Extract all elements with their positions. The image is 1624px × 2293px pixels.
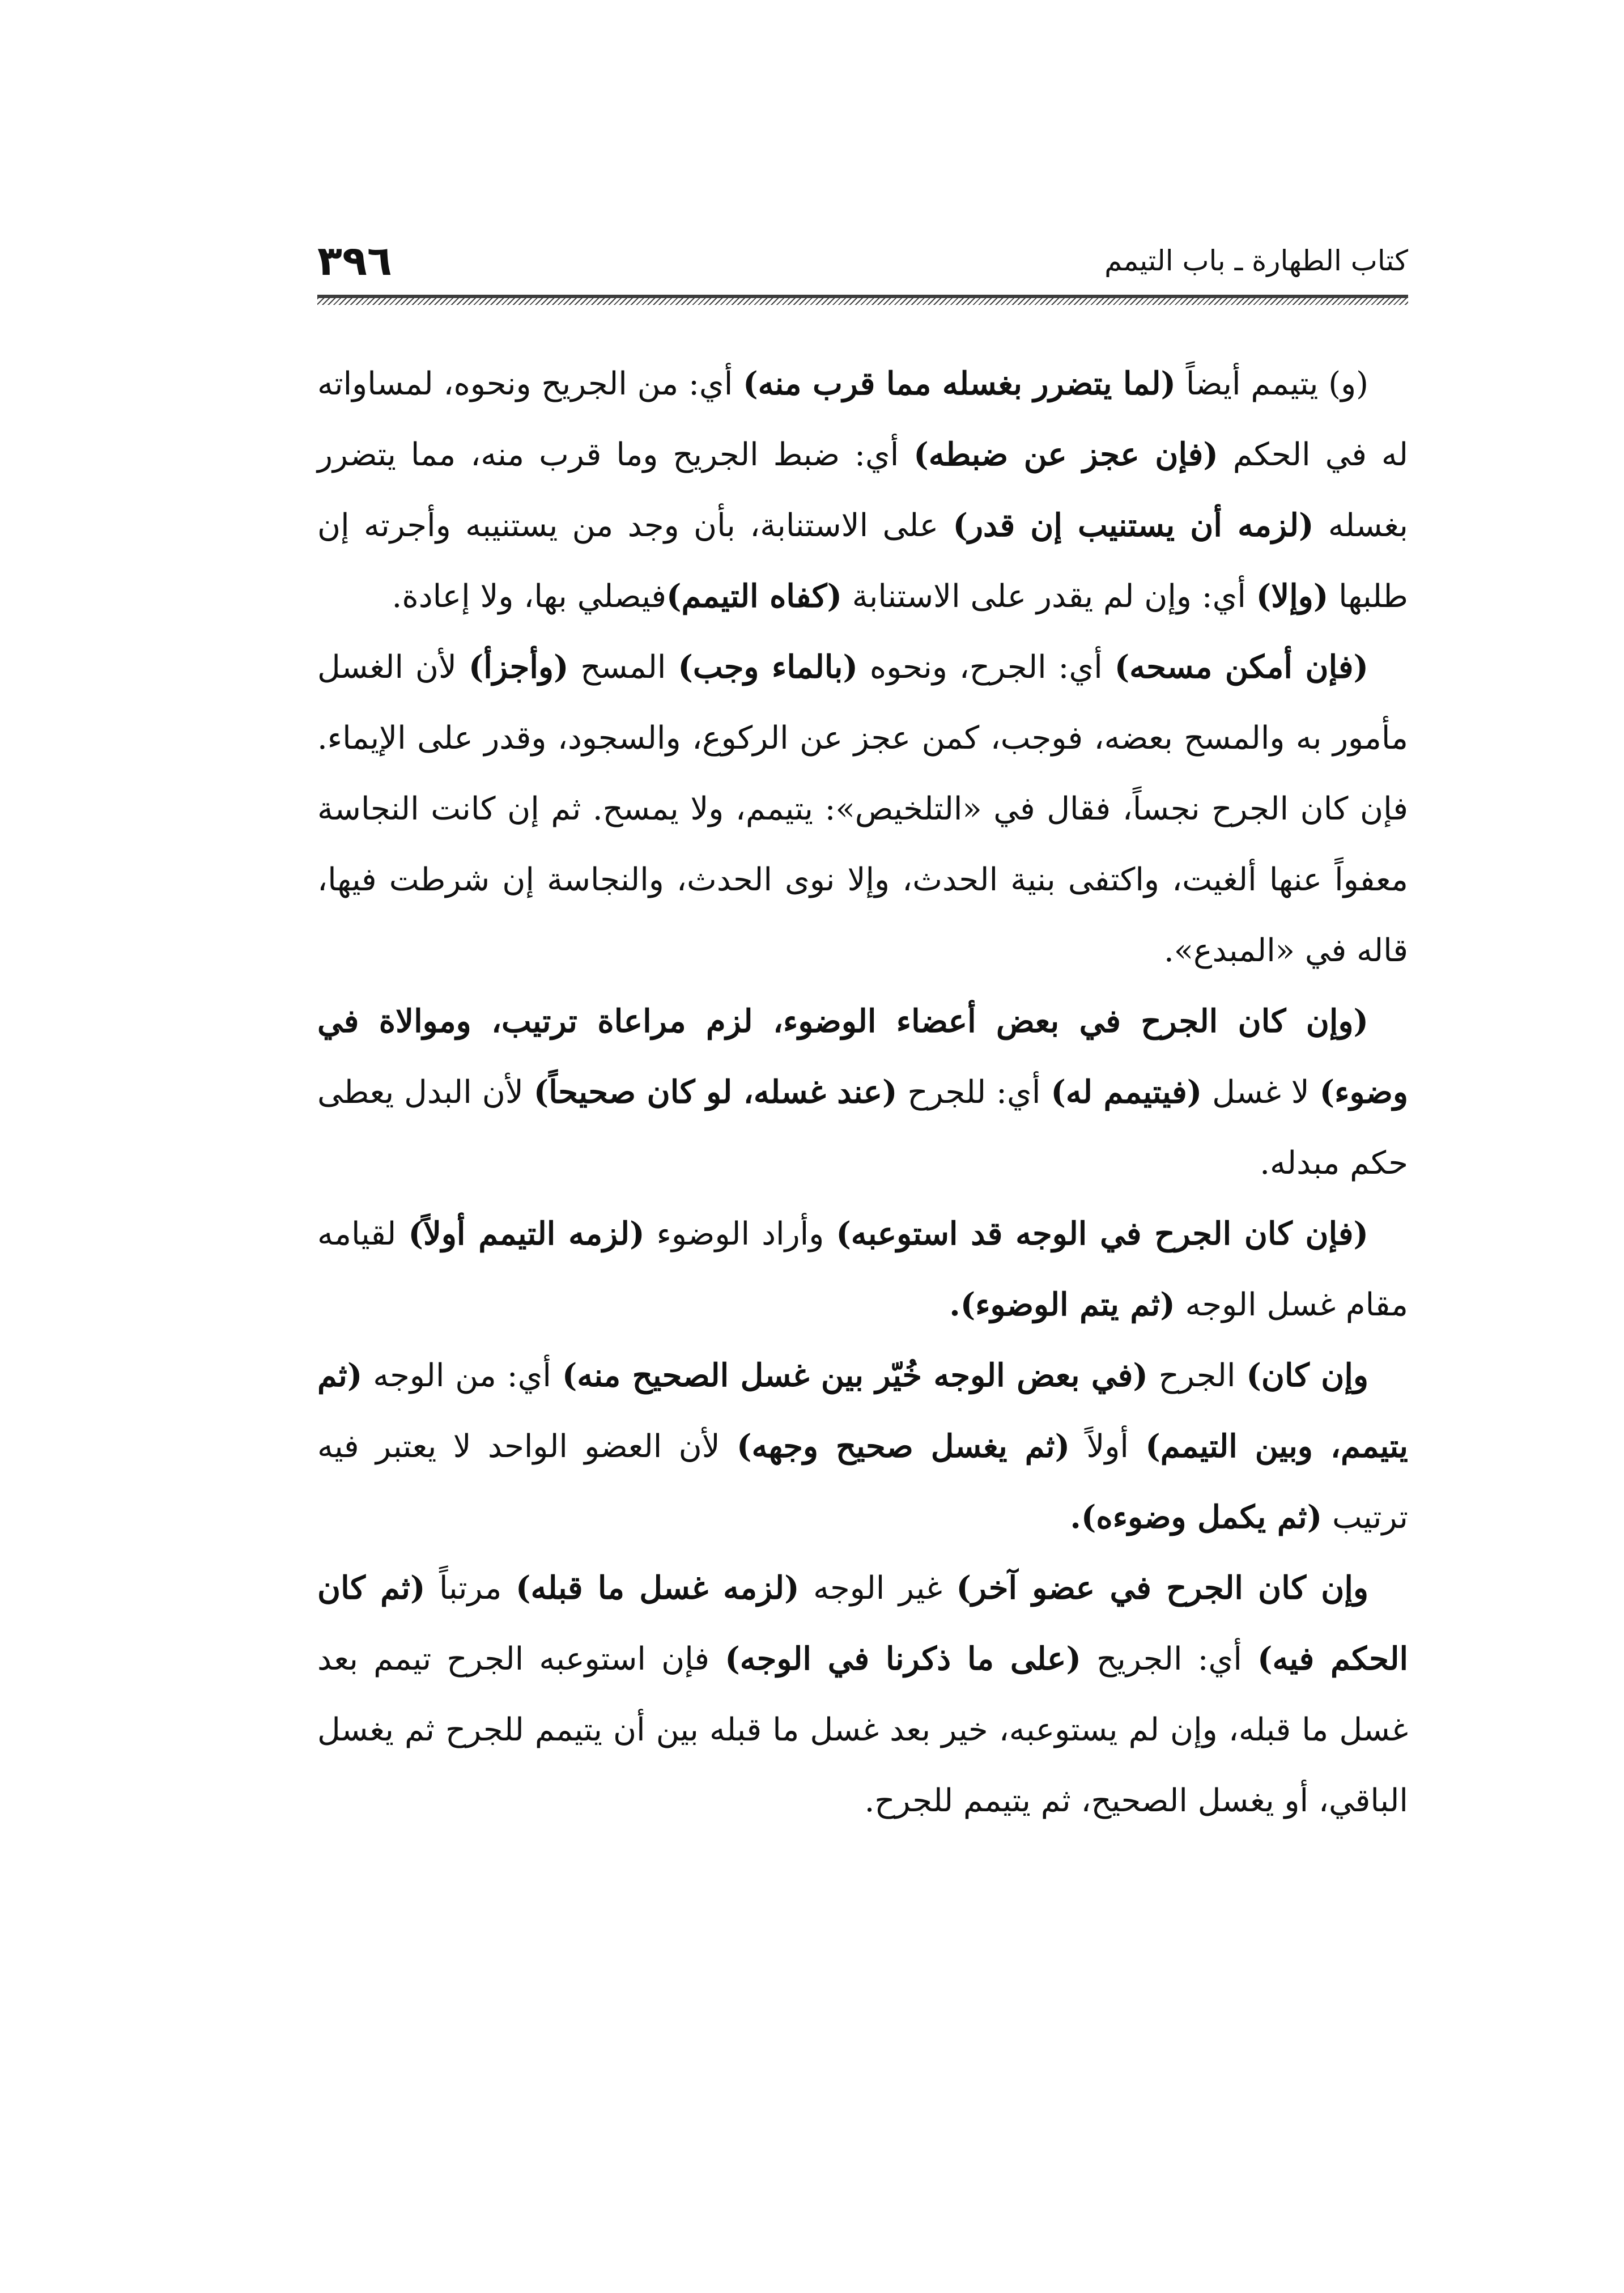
matn-text: (ثم كان الحكم فيه) — [317, 1569, 1409, 1678]
sharh-text: أي: الجريح — [1081, 1641, 1258, 1678]
sharh-text: أي: من الوجه — [362, 1357, 562, 1394]
matn-text: (فإن كان الجرح في الوجه قد استوعبه) — [836, 1215, 1368, 1252]
matn-text: وإن كان الجرح في عضو آخر) — [956, 1569, 1368, 1607]
matn-text: (لزمه التيمم أولاً) — [408, 1215, 645, 1252]
matn-text: (ثم يتيمم، وبين التيمم) — [317, 1357, 1409, 1465]
sharh-text: لأن الغسل مأمور به والمسح بعضه، فوجب، كمن عجز عن الركوع، والسجود، وقدر على الإيماء. فإن كان الجرح نجساً، فقال في «التلخيص»: يتيمم، ولا يمسح. ثم إن كانت النجاسة معفواً عنها ألغيت، واكتفى بنية الحدث، وإلا نوى الحدث، والنجاسة إن شرطت فيها، قاله في «المبدع». — [317, 649, 1408, 969]
sharh-text: فإن استوعبه الجرح تيمم بعد غسل ما قبله، وإن لم يستوعبه، خير بعد غسل ما قبله بين أن يتيمم للجرح ثم يغسل الباقي، أو يغسل الصحيح، ثم يتيمم للجرح. — [317, 1641, 1408, 1819]
sharh-text: مرتباً — [425, 1570, 516, 1607]
sharh-text: أي: للجرح — [897, 1074, 1051, 1111]
matn-text: (فإن أمكن مسحه) — [1114, 648, 1368, 686]
matn-text: (فيتيمم له) — [1051, 1073, 1202, 1111]
sharh-text: الجرح — [1147, 1357, 1247, 1394]
sharh-text: لا غسل — [1202, 1074, 1320, 1111]
matn-text: (لزمه أن يستنيب إن قدر) — [953, 507, 1314, 544]
matn-text: (فإن عجز عن ضبطه) — [913, 436, 1218, 473]
matn-text: (وإن كان الجرح في بعض أعضاء الوضوء، لزم مراعاة ترتيب، وموالاة في وضوء) — [317, 1003, 1408, 1111]
page-number: ٣٩٦ — [317, 237, 392, 284]
matn-text: (ثم يتم الوضوء). — [949, 1286, 1175, 1323]
sharh-text: على الاستنابة، بأن وجد من يستنيبه وأجرته إن طلبها — [317, 507, 1408, 615]
matn-text: (وإلا) — [1256, 578, 1329, 615]
paragraph — [317, 632, 1408, 986]
matn-text: (كفاه التيمم) — [666, 578, 842, 615]
paragraph — [317, 986, 1408, 1199]
book-chapter-title: كتاب الطهارة ـ باب التيمم — [1104, 244, 1408, 277]
sharh-text: وأراد الوضوء — [644, 1216, 836, 1252]
matn-text: (لزمه غسل ما قبله) — [515, 1569, 800, 1607]
matn-text: (ثم يكمل وضوءه). — [1070, 1498, 1323, 1536]
sharh-text: فيصلي بها، ولا إعادة. — [392, 578, 667, 615]
header-divider — [317, 295, 1408, 305]
sharh-text: (و) يتيمم أيضاً — [1176, 366, 1369, 402]
matn-text: (بالماء وجب) — [678, 648, 858, 686]
main-text — [317, 349, 1408, 1836]
paragraph — [317, 1199, 1408, 1340]
matn-text: (وأجزأ) — [468, 648, 569, 686]
matn-text: (ثم يغسل صحيح وجهه) — [737, 1428, 1070, 1465]
sharh-text: أي: ضبط الجريح وما قرب منه، مما يتضرر بغسله — [317, 436, 1408, 544]
matn-text: (عند غسله، لو كان صحيحاً) — [533, 1073, 898, 1111]
sharh-text: غير الوجه — [799, 1570, 956, 1607]
sharh-text: أولاً — [1070, 1428, 1146, 1465]
matn-text: (على ما ذكرنا في الوجه) — [725, 1640, 1081, 1678]
sharh-text: أي: وإن لم يقدر على الاستنابة — [841, 578, 1256, 615]
matn-text: وإن كان) — [1246, 1357, 1368, 1394]
sharh-text: لأن العضو الواحد لا يعتبر فيه ترتيب — [317, 1428, 1408, 1536]
sharh-text: أي: الجرح، ونحوه — [858, 649, 1115, 686]
sharh-text: لقيامه مقام غسل الوجه — [317, 1216, 1408, 1323]
sharh-text: أي: من الجريح ونحوه، لمساواته له في الحكم — [317, 366, 1409, 473]
sharh-text: المسح — [568, 649, 678, 686]
sharh-text: لأن البدل يعطى حكم مبدله. — [317, 1074, 1408, 1182]
paragraph — [317, 1553, 1408, 1836]
paragraph — [317, 349, 1408, 632]
matn-text: (لما يتضرر بغسله مما قرب منه) — [743, 365, 1176, 402]
matn-text: (في بعض الوجه خُيّر بين غسل الصحيح منه) — [562, 1357, 1148, 1394]
paragraph — [317, 1340, 1408, 1553]
